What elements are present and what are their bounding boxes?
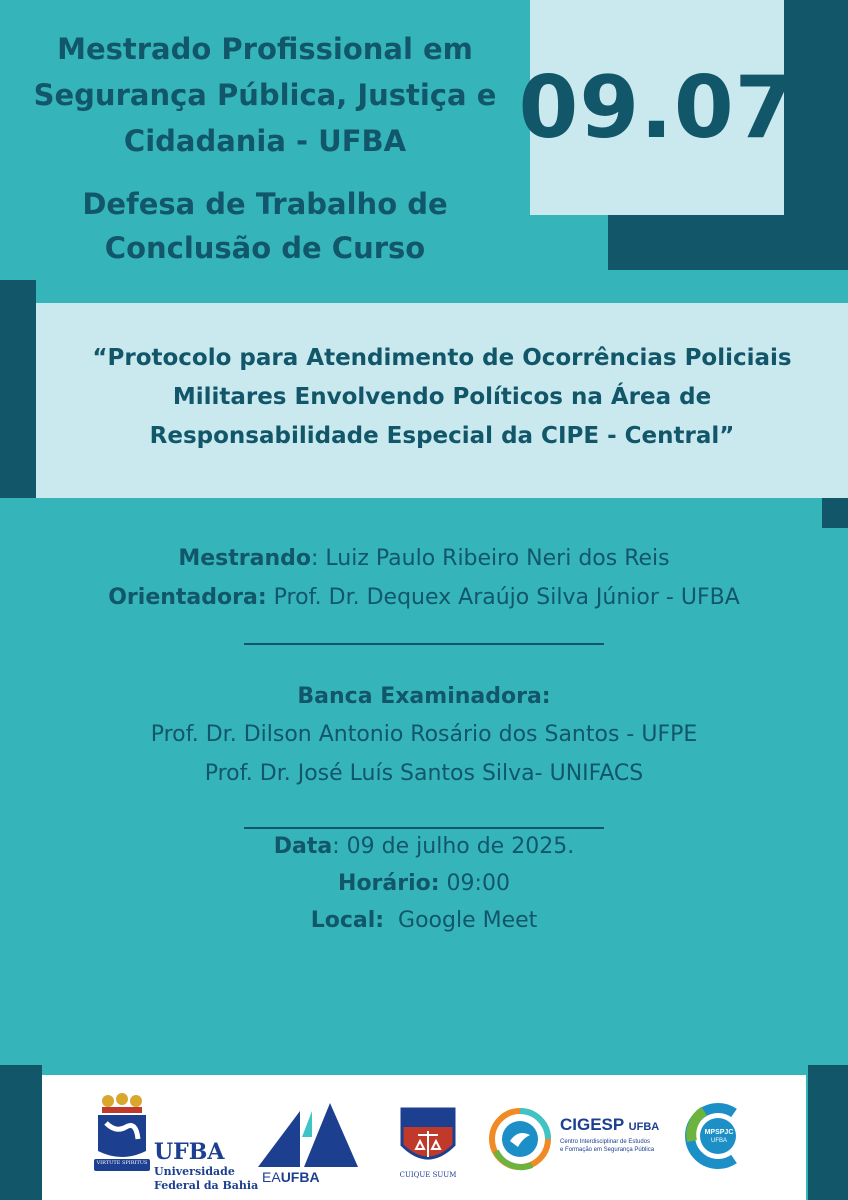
committee-member: Prof. Dr. Dilson Antonio Rosário dos Santos - UFPE — [150, 722, 698, 747]
left-accent-bar-bottom — [0, 1065, 42, 1200]
right-accent-bar-bottom — [808, 1065, 848, 1200]
place-line — [0, 905, 848, 936]
shield-icon — [398, 1105, 458, 1173]
student-line — [0, 543, 848, 574]
date-label: Data — [273, 834, 333, 859]
cigesp-suffix: UFBA — [628, 1121, 660, 1133]
logo-strip — [42, 1075, 806, 1200]
committee-heading — [0, 681, 848, 712]
program-title-line: Mestrado Profissional em — [57, 32, 473, 66]
event-title-line: Defesa de Trabalho de — [82, 187, 448, 221]
date-line — [0, 831, 848, 862]
student-name: Luiz Paulo Ribeiro Neri dos Reis — [325, 546, 670, 571]
cigesp-description: e Formação em Segurança Pública — [560, 1147, 655, 1153]
program-title — [20, 26, 510, 164]
mpspjc-logo — [684, 1101, 748, 1175]
eaufba-ufba: UFBA — [280, 1169, 320, 1185]
time-value: 09:00 — [439, 871, 510, 896]
cigesp-name — [560, 1115, 659, 1135]
mpspjc-name: MPSPJC — [704, 1129, 734, 1136]
thesis-title-panel — [36, 303, 848, 498]
time-label: Horário: — [338, 871, 440, 896]
mpspjc-ring-icon — [684, 1101, 748, 1171]
ufba-logo — [92, 1093, 259, 1192]
eaufba-label — [262, 1169, 320, 1185]
cigesp-logo — [488, 1107, 658, 1177]
advisor-line — [0, 582, 848, 613]
eaufba-ea: EA — [262, 1169, 281, 1185]
event-title-line: Conclusão de Curso — [104, 231, 426, 265]
program-title-line: Cidadania - UFBA — [123, 124, 407, 158]
cigesp-description: Centro Interdisciplinar de Estudos — [560, 1139, 651, 1145]
divider-line — [244, 643, 604, 645]
program-title-line: Segurança Pública, Justiça e — [33, 78, 497, 112]
place-value: Google Meet — [384, 908, 538, 933]
crest-motto: CUIQUE SUUM — [399, 1171, 457, 1179]
thesis-title-line: Militares Envolvendo Políticos na Área de — [172, 384, 712, 410]
advisor-name: Prof. Dr. Dequex Araújo Silva Júnior - UFBA — [266, 585, 740, 610]
ufba-subtitle: Universidade — [154, 1165, 235, 1178]
time-line — [0, 868, 848, 899]
ufba-name: UFBA — [154, 1139, 225, 1165]
date-badge — [518, 0, 796, 215]
eaufba-triangle-icon — [258, 1103, 358, 1167]
student-label: Mestrando — [178, 546, 312, 571]
advisor-label: Orientadora: — [108, 585, 267, 610]
thesis-title-line: Responsabilidade Especial da CIPE - Central” — [149, 423, 735, 449]
left-accent-bar-top — [0, 280, 36, 498]
place-label: Local: — [310, 908, 385, 933]
event-title — [20, 182, 510, 270]
thesis-title — [36, 339, 848, 456]
mpspjc-sub: UFBA — [710, 1138, 727, 1144]
thesis-title-line: “Protocolo para Atendimento de Ocorrências Policiais — [92, 345, 792, 371]
student-separator: : — [311, 546, 326, 571]
ufba-motto: VIRTUTE SPIRITUS — [96, 1160, 148, 1166]
committee-member: Prof. Dr. José Luís Santos Silva- UNIFACS — [204, 761, 644, 786]
law-crest-logo — [398, 1105, 458, 1185]
date-value: : 09 de julho de 2025. — [332, 834, 575, 859]
ufba-subtitle: Federal da Bahia — [154, 1179, 259, 1192]
cigesp-name-text: CIGESP — [560, 1115, 624, 1134]
eaufba-logo — [258, 1103, 358, 1183]
cigesp-circle-icon — [488, 1107, 552, 1171]
committee-heading-text: Banca Examinadora: — [297, 684, 551, 709]
date-badge-text: 09.07 — [518, 57, 796, 158]
divider-line — [244, 827, 604, 829]
